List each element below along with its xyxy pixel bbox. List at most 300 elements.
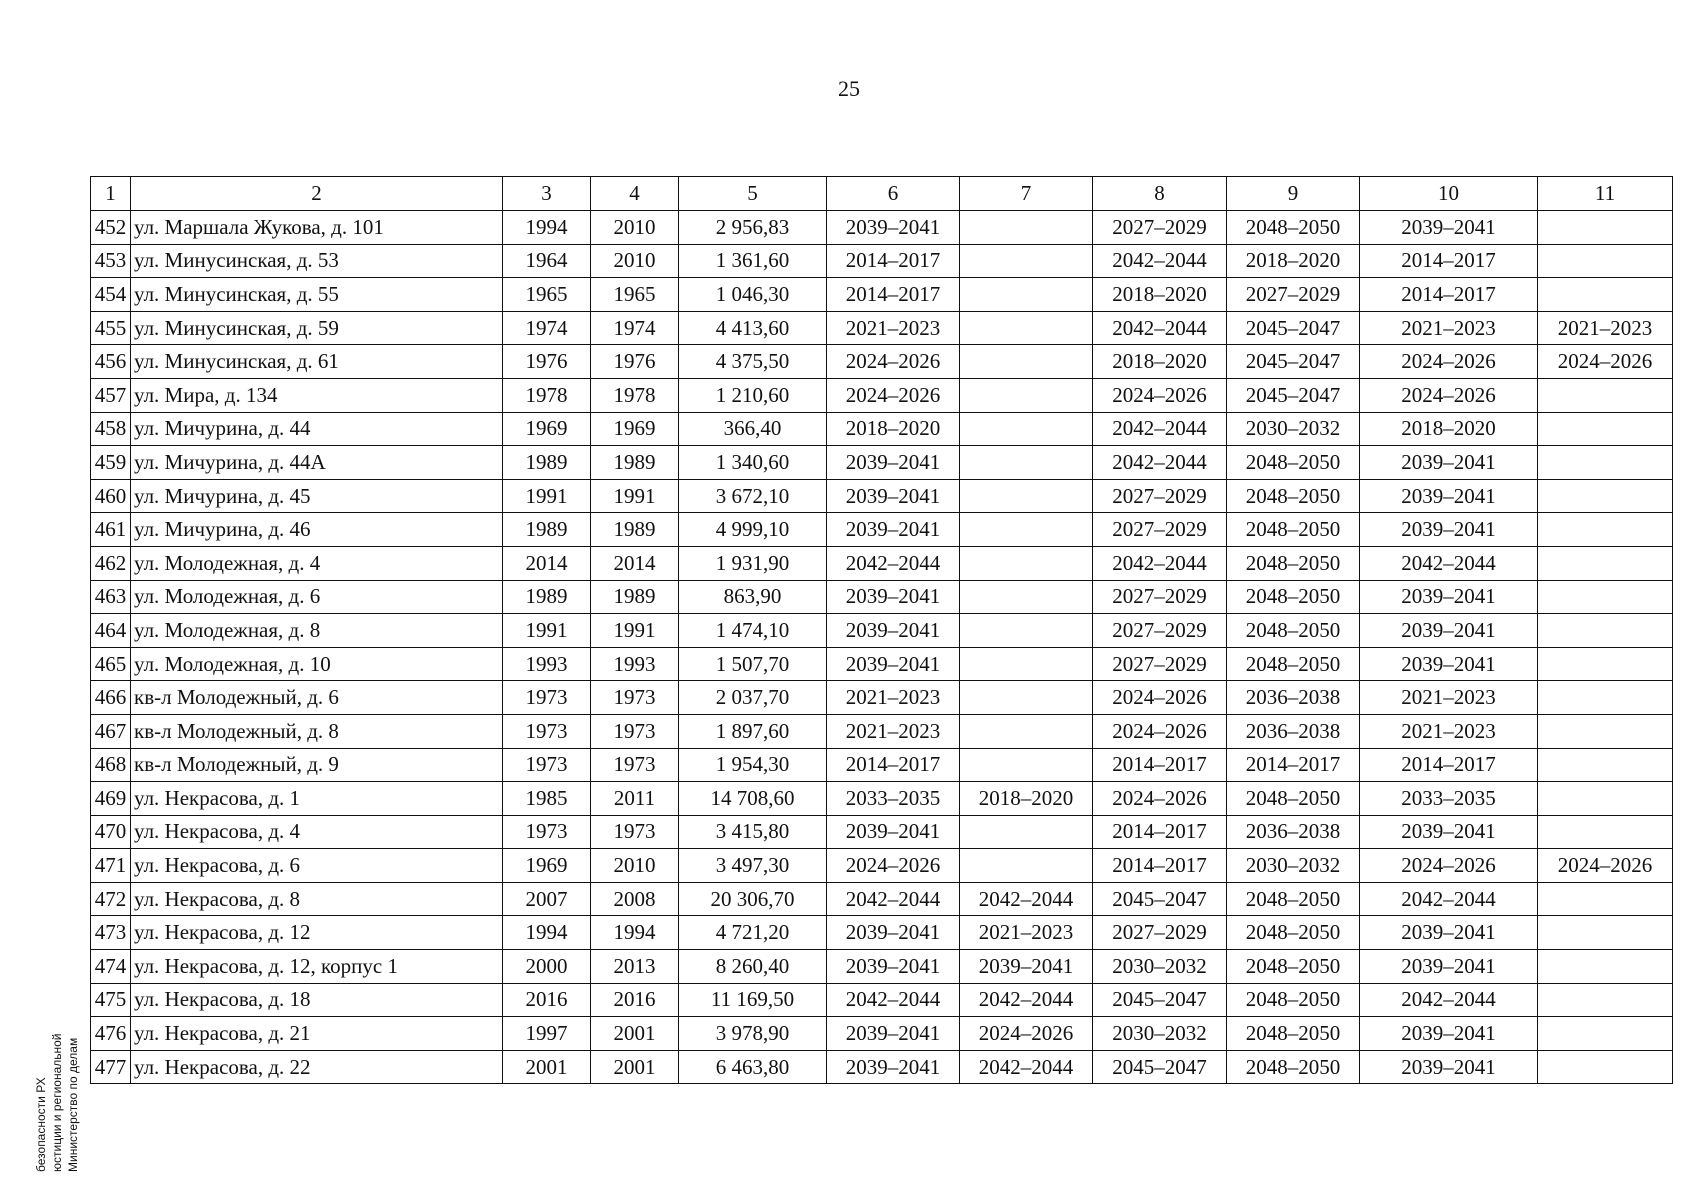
- cell-col-11: [1538, 815, 1673, 849]
- cell-col-7: [960, 714, 1093, 748]
- cell-col-6: 2021–2023: [827, 681, 960, 715]
- cell-col-9: 2048–2050: [1227, 916, 1360, 950]
- cell-col-4: 1991: [591, 614, 679, 648]
- cell-col-3: 1991: [503, 614, 591, 648]
- cell-col-10: 2039–2041: [1360, 815, 1538, 849]
- cell-col-3: 1976: [503, 345, 591, 379]
- cell-col-6: 2039–2041: [827, 513, 960, 547]
- cell-col-2: ул. Мичурина, д. 46: [131, 513, 503, 547]
- stamp-line: Министерство по делам: [66, 1037, 80, 1172]
- cell-col-3: 1973: [503, 815, 591, 849]
- cell-col-2: ул. Некрасова, д. 18: [131, 983, 503, 1017]
- cell-col-1: 476: [91, 1017, 131, 1051]
- cell-col-7: [960, 446, 1093, 480]
- cell-col-8: 2030–2032: [1093, 1017, 1227, 1051]
- cell-col-4: 1989: [591, 513, 679, 547]
- cell-col-3: 2001: [503, 1050, 591, 1084]
- table-row: [91, 479, 1673, 513]
- cell-col-8: 2045–2047: [1093, 983, 1227, 1017]
- cell-col-10: 2024–2026: [1360, 849, 1538, 883]
- cell-col-4: 2013: [591, 950, 679, 984]
- cell-col-2: ул. Некрасова, д. 12, корпус 1: [131, 950, 503, 984]
- cell-col-7: [960, 513, 1093, 547]
- cell-col-7: [960, 546, 1093, 580]
- cell-col-2: ул. Некрасова, д. 12: [131, 916, 503, 950]
- cell-col-10: 2039–2041: [1360, 446, 1538, 480]
- table-row: [91, 849, 1673, 883]
- cell-col-3: 1991: [503, 479, 591, 513]
- cell-col-2: ул. Маршала Жукова, д. 101: [131, 211, 503, 245]
- cell-col-6: 2021–2023: [827, 714, 960, 748]
- cell-col-1: 471: [91, 849, 131, 883]
- cell-col-10: 2042–2044: [1360, 882, 1538, 916]
- cell-col-4: 1978: [591, 378, 679, 412]
- cell-col-1: 465: [91, 647, 131, 681]
- cell-col-8: 2024–2026: [1093, 782, 1227, 816]
- cell-col-11: [1538, 479, 1673, 513]
- cell-col-1: 463: [91, 580, 131, 614]
- cell-col-3: 1994: [503, 916, 591, 950]
- cell-col-8: 2027–2029: [1093, 916, 1227, 950]
- cell-col-3: 1989: [503, 446, 591, 480]
- cell-col-3: 1973: [503, 681, 591, 715]
- cell-col-8: 2024–2026: [1093, 378, 1227, 412]
- cell-col-8: 2027–2029: [1093, 614, 1227, 648]
- table-row: [91, 916, 1673, 950]
- cell-col-7: [960, 815, 1093, 849]
- cell-col-6: 2024–2026: [827, 849, 960, 883]
- cell-col-7: 2042–2044: [960, 1050, 1093, 1084]
- cell-col-2: ул. Некрасова, д. 21: [131, 1017, 503, 1051]
- cell-col-4: 1994: [591, 916, 679, 950]
- cell-col-10: 2018–2020: [1360, 412, 1538, 446]
- cell-col-5: 1 046,30: [679, 278, 827, 312]
- cell-col-9: 2045–2047: [1227, 345, 1360, 379]
- cell-col-8: 2027–2029: [1093, 211, 1227, 245]
- cell-col-11: 2024–2026: [1538, 849, 1673, 883]
- cell-col-5: 1 210,60: [679, 378, 827, 412]
- cell-col-6: 2039–2041: [827, 1050, 960, 1084]
- cell-col-9: 2014–2017: [1227, 748, 1360, 782]
- cell-col-4: 2011: [591, 782, 679, 816]
- cell-col-5: 20 306,70: [679, 882, 827, 916]
- cell-col-6: 2039–2041: [827, 614, 960, 648]
- cell-col-9: 2048–2050: [1227, 983, 1360, 1017]
- cell-col-1: 452: [91, 211, 131, 245]
- cell-col-6: 2014–2017: [827, 244, 960, 278]
- stamp-line: безопасности РХ: [34, 1077, 48, 1172]
- cell-col-2: ул. Минусинская, д. 55: [131, 278, 503, 312]
- cell-col-3: 1964: [503, 244, 591, 278]
- cell-col-11: [1538, 513, 1673, 547]
- cell-col-11: [1538, 748, 1673, 782]
- cell-col-1: 461: [91, 513, 131, 547]
- column-header-2: 2: [131, 177, 503, 211]
- table-row: [91, 546, 1673, 580]
- cell-col-9: 2036–2038: [1227, 681, 1360, 715]
- cell-col-1: 472: [91, 882, 131, 916]
- cell-col-9: 2045–2047: [1227, 311, 1360, 345]
- cell-col-9: 2048–2050: [1227, 513, 1360, 547]
- cell-col-1: 475: [91, 983, 131, 1017]
- cell-col-4: 2001: [591, 1017, 679, 1051]
- cell-col-10: 2039–2041: [1360, 1050, 1538, 1084]
- cell-col-9: 2036–2038: [1227, 714, 1360, 748]
- cell-col-7: [960, 479, 1093, 513]
- column-header-11: 11: [1538, 177, 1673, 211]
- cell-col-1: 469: [91, 782, 131, 816]
- cell-col-6: 2039–2041: [827, 446, 960, 480]
- cell-col-10: 2039–2041: [1360, 211, 1538, 245]
- cell-col-8: 2014–2017: [1093, 748, 1227, 782]
- table-row: [91, 1050, 1673, 1084]
- cell-col-5: 14 708,60: [679, 782, 827, 816]
- cell-col-7: [960, 244, 1093, 278]
- table-row: [91, 983, 1673, 1017]
- cell-col-10: 2021–2023: [1360, 714, 1538, 748]
- cell-col-4: 1991: [591, 479, 679, 513]
- cell-col-1: 470: [91, 815, 131, 849]
- cell-col-4: 2014: [591, 546, 679, 580]
- cell-col-10: 2039–2041: [1360, 614, 1538, 648]
- table-row: [91, 681, 1673, 715]
- cell-col-5: 2 037,70: [679, 681, 827, 715]
- cell-col-8: 2045–2047: [1093, 1050, 1227, 1084]
- cell-col-8: 2042–2044: [1093, 446, 1227, 480]
- cell-col-4: 1973: [591, 681, 679, 715]
- cell-col-7: [960, 412, 1093, 446]
- cell-col-2: ул. Мичурина, д. 44: [131, 412, 503, 446]
- table-row: [91, 748, 1673, 782]
- cell-col-6: 2039–2041: [827, 1017, 960, 1051]
- cell-col-1: 462: [91, 546, 131, 580]
- cell-col-7: [960, 681, 1093, 715]
- table-row: [91, 345, 1673, 379]
- cell-col-2: ул. Некрасова, д. 6: [131, 849, 503, 883]
- cell-col-5: 4 375,50: [679, 345, 827, 379]
- cell-col-8: 2027–2029: [1093, 479, 1227, 513]
- table-row: [91, 950, 1673, 984]
- column-header-5: 5: [679, 177, 827, 211]
- cell-col-4: 1989: [591, 580, 679, 614]
- cell-col-6: 2042–2044: [827, 882, 960, 916]
- cell-col-4: 2001: [591, 1050, 679, 1084]
- column-header-1: 1: [91, 177, 131, 211]
- cell-col-2: ул. Некрасова, д. 8: [131, 882, 503, 916]
- cell-col-4: 1974: [591, 311, 679, 345]
- cell-col-10: 2039–2041: [1360, 1017, 1538, 1051]
- cell-col-4: 1973: [591, 815, 679, 849]
- cell-col-8: 2018–2020: [1093, 278, 1227, 312]
- cell-col-7: 2042–2044: [960, 983, 1093, 1017]
- cell-col-9: 2045–2047: [1227, 378, 1360, 412]
- cell-col-9: 2027–2029: [1227, 278, 1360, 312]
- table-row: [91, 714, 1673, 748]
- cell-col-5: 1 931,90: [679, 546, 827, 580]
- cell-col-8: 2024–2026: [1093, 714, 1227, 748]
- cell-col-3: 1993: [503, 647, 591, 681]
- cell-col-5: 6 463,80: [679, 1050, 827, 1084]
- cell-col-6: 2039–2041: [827, 580, 960, 614]
- cell-col-4: 2010: [591, 211, 679, 245]
- cell-col-10: 2014–2017: [1360, 244, 1538, 278]
- cell-col-10: 2033–2035: [1360, 782, 1538, 816]
- table-row: [91, 378, 1673, 412]
- cell-col-6: 2033–2035: [827, 782, 960, 816]
- cell-col-1: 460: [91, 479, 131, 513]
- cell-col-10: 2042–2044: [1360, 983, 1538, 1017]
- cell-col-9: 2036–2038: [1227, 815, 1360, 849]
- cell-col-5: 4 999,10: [679, 513, 827, 547]
- cell-col-10: 2014–2017: [1360, 748, 1538, 782]
- cell-col-11: [1538, 882, 1673, 916]
- cell-col-11: 2024–2026: [1538, 345, 1673, 379]
- cell-col-4: 1989: [591, 446, 679, 480]
- cell-col-2: ул. Мичурина, д. 44А: [131, 446, 503, 480]
- cell-col-2: ул. Некрасова, д. 22: [131, 1050, 503, 1084]
- cell-col-7: [960, 345, 1093, 379]
- cell-col-1: 477: [91, 1050, 131, 1084]
- cell-col-8: 2014–2017: [1093, 815, 1227, 849]
- cell-col-9: 2048–2050: [1227, 1050, 1360, 1084]
- cell-col-2: кв-л Молодежный, д. 6: [131, 681, 503, 715]
- cell-col-9: 2048–2050: [1227, 211, 1360, 245]
- cell-col-2: ул. Минусинская, д. 53: [131, 244, 503, 278]
- cell-col-11: 2021–2023: [1538, 311, 1673, 345]
- table-row: [91, 211, 1673, 245]
- cell-col-8: 2018–2020: [1093, 345, 1227, 379]
- cell-col-4: 1993: [591, 647, 679, 681]
- cell-col-3: 1994: [503, 211, 591, 245]
- cell-col-3: 1989: [503, 580, 591, 614]
- cell-col-1: 457: [91, 378, 131, 412]
- table-row: [91, 647, 1673, 681]
- cell-col-6: 2014–2017: [827, 748, 960, 782]
- cell-col-5: 4 721,20: [679, 916, 827, 950]
- cell-col-10: 2039–2041: [1360, 647, 1538, 681]
- cell-col-11: [1538, 714, 1673, 748]
- cell-col-4: 1976: [591, 345, 679, 379]
- cell-col-10: 2039–2041: [1360, 916, 1538, 950]
- cell-col-11: [1538, 278, 1673, 312]
- cell-col-9: 2048–2050: [1227, 546, 1360, 580]
- cell-col-2: кв-л Молодежный, д. 9: [131, 748, 503, 782]
- cell-col-7: [960, 278, 1093, 312]
- cell-col-1: 474: [91, 950, 131, 984]
- cell-col-4: 2008: [591, 882, 679, 916]
- cell-col-6: 2039–2041: [827, 211, 960, 245]
- cell-col-1: 464: [91, 614, 131, 648]
- cell-col-7: [960, 748, 1093, 782]
- cell-col-9: 2018–2020: [1227, 244, 1360, 278]
- cell-col-11: [1538, 1050, 1673, 1084]
- cell-col-10: 2039–2041: [1360, 513, 1538, 547]
- cell-col-10: 2024–2026: [1360, 378, 1538, 412]
- column-header-8: 8: [1093, 177, 1227, 211]
- cell-col-7: 2042–2044: [960, 882, 1093, 916]
- cell-col-9: 2048–2050: [1227, 614, 1360, 648]
- cell-col-2: ул. Минусинская, д. 61: [131, 345, 503, 379]
- table-body: [91, 211, 1673, 1084]
- cell-col-8: 2042–2044: [1093, 546, 1227, 580]
- cell-col-4: 1973: [591, 748, 679, 782]
- cell-col-3: 1969: [503, 412, 591, 446]
- cell-col-3: 2016: [503, 983, 591, 1017]
- cell-col-6: 2024–2026: [827, 378, 960, 412]
- cell-col-1: 468: [91, 748, 131, 782]
- cell-col-5: 3 497,30: [679, 849, 827, 883]
- cell-col-9: 2048–2050: [1227, 950, 1360, 984]
- cell-col-7: 2024–2026: [960, 1017, 1093, 1051]
- cell-col-11: [1538, 446, 1673, 480]
- cell-col-10: 2039–2041: [1360, 479, 1538, 513]
- cell-col-10: 2021–2023: [1360, 311, 1538, 345]
- cell-col-6: 2039–2041: [827, 916, 960, 950]
- column-header-7: 7: [960, 177, 1093, 211]
- cell-col-3: 1965: [503, 278, 591, 312]
- cell-col-8: 2045–2047: [1093, 882, 1227, 916]
- cell-col-2: ул. Мира, д. 134: [131, 378, 503, 412]
- table-row: [91, 580, 1673, 614]
- cell-col-1: 467: [91, 714, 131, 748]
- cell-col-5: 1 340,60: [679, 446, 827, 480]
- cell-col-4: 2010: [591, 849, 679, 883]
- cell-col-9: 2048–2050: [1227, 647, 1360, 681]
- cell-col-11: [1538, 681, 1673, 715]
- cell-col-11: [1538, 244, 1673, 278]
- table-row: [91, 815, 1673, 849]
- cell-col-7: 2039–2041: [960, 950, 1093, 984]
- cell-col-9: 2048–2050: [1227, 580, 1360, 614]
- cell-col-4: 1965: [591, 278, 679, 312]
- table-row: [91, 513, 1673, 547]
- cell-col-11: [1538, 916, 1673, 950]
- cell-col-9: 2030–2032: [1227, 849, 1360, 883]
- cell-col-7: 2021–2023: [960, 916, 1093, 950]
- cell-col-11: [1538, 211, 1673, 245]
- cell-col-11: [1538, 983, 1673, 1017]
- cell-col-1: 453: [91, 244, 131, 278]
- cell-col-3: 1985: [503, 782, 591, 816]
- cell-col-3: 2014: [503, 546, 591, 580]
- cell-col-2: ул. Некрасова, д. 4: [131, 815, 503, 849]
- cell-col-8: 2030–2032: [1093, 950, 1227, 984]
- cell-col-9: 2048–2050: [1227, 446, 1360, 480]
- cell-col-8: 2014–2017: [1093, 849, 1227, 883]
- cell-col-9: 2030–2032: [1227, 412, 1360, 446]
- cell-col-10: 2039–2041: [1360, 950, 1538, 984]
- cell-col-1: 455: [91, 311, 131, 345]
- cell-col-1: 466: [91, 681, 131, 715]
- cell-col-5: 3 978,90: [679, 1017, 827, 1051]
- cell-col-11: [1538, 378, 1673, 412]
- cell-col-1: 473: [91, 916, 131, 950]
- cell-col-4: 1969: [591, 412, 679, 446]
- cell-col-11: [1538, 950, 1673, 984]
- cell-col-5: 863,90: [679, 580, 827, 614]
- cell-col-2: ул. Некрасова, д. 1: [131, 782, 503, 816]
- cell-col-6: 2021–2023: [827, 311, 960, 345]
- cell-col-5: 8 260,40: [679, 950, 827, 984]
- cell-col-11: [1538, 782, 1673, 816]
- cell-col-1: 458: [91, 412, 131, 446]
- cell-col-11: [1538, 1017, 1673, 1051]
- cell-col-6: 2039–2041: [827, 815, 960, 849]
- cell-col-6: 2042–2044: [827, 546, 960, 580]
- table-row: [91, 782, 1673, 816]
- cell-col-7: [960, 849, 1093, 883]
- table-row: [91, 446, 1673, 480]
- cell-col-6: 2039–2041: [827, 647, 960, 681]
- cell-col-11: [1538, 580, 1673, 614]
- cell-col-3: 1997: [503, 1017, 591, 1051]
- cell-col-3: 1974: [503, 311, 591, 345]
- cell-col-5: 2 956,83: [679, 211, 827, 245]
- cell-col-5: 1 954,30: [679, 748, 827, 782]
- cell-col-6: 2042–2044: [827, 983, 960, 1017]
- table-row: [91, 412, 1673, 446]
- cell-col-6: 2039–2041: [827, 479, 960, 513]
- cell-col-2: ул. Молодежная, д. 4: [131, 546, 503, 580]
- cell-col-9: 2048–2050: [1227, 479, 1360, 513]
- cell-col-3: 1989: [503, 513, 591, 547]
- cell-col-9: 2048–2050: [1227, 1017, 1360, 1051]
- cell-col-4: 2010: [591, 244, 679, 278]
- cell-col-5: 1 897,60: [679, 714, 827, 748]
- cell-col-10: 2024–2026: [1360, 345, 1538, 379]
- table-row: [91, 614, 1673, 648]
- cell-col-10: 2014–2017: [1360, 278, 1538, 312]
- cell-col-7: 2018–2020: [960, 782, 1093, 816]
- cell-col-1: 454: [91, 278, 131, 312]
- cell-col-6: 2018–2020: [827, 412, 960, 446]
- cell-col-8: 2042–2044: [1093, 412, 1227, 446]
- cell-col-9: 2048–2050: [1227, 782, 1360, 816]
- cell-col-5: 1 361,60: [679, 244, 827, 278]
- registration-stamp: [30, 960, 80, 1172]
- column-header-3: 3: [503, 177, 591, 211]
- cell-col-5: 11 169,50: [679, 983, 827, 1017]
- cell-col-3: 1969: [503, 849, 591, 883]
- cell-col-10: 2042–2044: [1360, 546, 1538, 580]
- cell-col-5: 4 413,60: [679, 311, 827, 345]
- cell-col-1: 456: [91, 345, 131, 379]
- cell-col-5: 3 672,10: [679, 479, 827, 513]
- cell-col-5: 1 474,10: [679, 614, 827, 648]
- cell-col-4: 1973: [591, 714, 679, 748]
- cell-col-3: 1973: [503, 748, 591, 782]
- table-row: [91, 278, 1673, 312]
- cell-col-7: [960, 580, 1093, 614]
- page-number: 25: [838, 76, 860, 101]
- cell-col-7: [960, 378, 1093, 412]
- cell-col-2: кв-л Молодежный, д. 8: [131, 714, 503, 748]
- cell-col-8: 2027–2029: [1093, 580, 1227, 614]
- column-header-4: 4: [591, 177, 679, 211]
- cell-col-6: 2014–2017: [827, 278, 960, 312]
- cell-col-5: 366,40: [679, 412, 827, 446]
- cell-col-2: ул. Мичурина, д. 45: [131, 479, 503, 513]
- table-row: [91, 1017, 1673, 1051]
- cell-col-8: 2042–2044: [1093, 311, 1227, 345]
- cell-col-11: [1538, 546, 1673, 580]
- cell-col-10: 2039–2041: [1360, 580, 1538, 614]
- cell-col-3: 2007: [503, 882, 591, 916]
- cell-col-2: ул. Молодежная, д. 10: [131, 647, 503, 681]
- cell-col-2: ул. Молодежная, д. 8: [131, 614, 503, 648]
- cell-col-2: ул. Молодежная, д. 6: [131, 580, 503, 614]
- cell-col-8: 2042–2044: [1093, 244, 1227, 278]
